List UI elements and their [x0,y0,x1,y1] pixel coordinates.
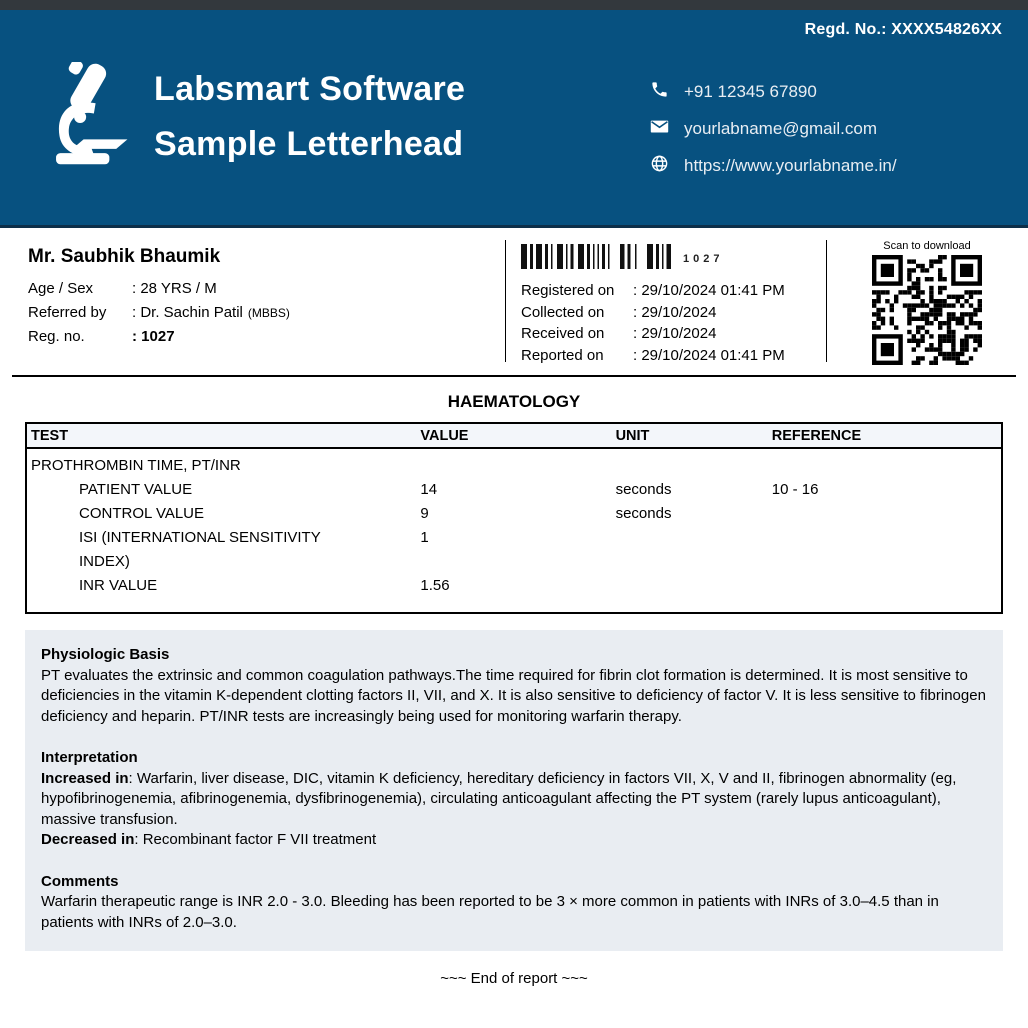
column-header-test: TEST [26,423,416,448]
report-section-title: HAEMATOLOGY [447,392,581,411]
interpretation-decreased: Decreased in: Recombinant factor F VII treatment [41,831,377,848]
reg-row-collected [521,302,785,324]
top-strip [0,0,1028,10]
table-row [26,448,1002,478]
info-label: Collected on [521,303,605,321]
info-label: Reported on [521,346,604,364]
registration-number: Regd. No.: XXXX54826XX [804,21,1002,38]
barcode [521,244,671,274]
interpretation-heading: Interpretation [41,749,138,766]
contact-email-row [650,117,897,141]
patient-row-referred-by [28,301,290,325]
contact-phone-row [650,80,897,104]
info-value: : 29/10/2024 01:41 PM [633,346,785,364]
qr-section [838,240,1016,370]
test-unit: seconds [615,481,672,498]
test-name: CONTROL VALUE [79,505,205,522]
reg-row-reported [521,345,785,367]
brand [44,62,465,172]
test-value [416,448,611,478]
test-value: 9 [420,505,429,522]
test-value: 14 [420,481,438,498]
notes-panel [25,630,1003,951]
info-value: : 1027 [132,328,175,345]
test-unit [612,574,768,613]
reg-row-received [521,323,785,345]
test-value: 1.56 [420,577,450,594]
info-value: : 29/10/2024 [633,303,717,321]
info-label: Registered on [521,282,615,299]
test-unit [612,526,768,574]
barcode-number: 1027 [683,253,724,265]
contact-phone: +91 12345 67890 [684,82,817,101]
increased-in-label: Increased in [41,769,129,787]
info-label: Age / Sex [28,280,94,297]
physiologic-basis-text: PT evaluates the extrinsic and common coagulation pathways.The time required for fibrin clot formation is determined. It is most sensitive to deficiencies in the vitamin K-dependent clotting factors II, VII, and X. It is also sensitive to deficiency of factor V. It is less sensitive to fibrinogen deficiency and heparin. PT/INR tests are increasingly being used for monitoring warfarin therapy. [41,666,986,725]
test-reference [768,574,1002,613]
contact-website: https://www.yourlabname.in/ [684,156,897,175]
doctor-qualification: (MBBS) [247,306,290,320]
info-value: : 29/10/2024 [633,325,717,342]
info-label: Received on [521,325,605,342]
end-of-report: ~~~ End of report ~~~ [440,970,588,987]
info-label: Reg. no. [28,328,85,345]
test-unit: seconds [615,505,672,522]
phone-icon [650,80,669,104]
table-row [26,574,1002,613]
test-reference: 10 - 16 [771,481,819,498]
patient-panel [0,238,1028,375]
results-table [25,422,1003,614]
contact-website-row [650,154,897,178]
microscope-icon [44,62,130,172]
test-name: PATIENT VALUE [79,481,193,498]
vertical-divider [826,240,827,362]
brand-title-line1: Labsmart Software [154,70,466,108]
column-header-value: VALUE [416,423,611,448]
brand-title [154,62,465,172]
patient-info [28,246,290,349]
info-value: : 28 YRS / M [132,280,217,297]
column-header-unit: UNIT [612,423,768,448]
test-name: ISI (INTERNATIONAL SENSITIVITY INDEX) [79,529,321,570]
table-row [26,526,1002,574]
comments-text: Warfarin therapeutic range is INR 2.0 - 3.0. Bleeding has been reported to be 3 × more common in patients with INRs of 3.0–4.5 than in patients with INRs of 2.0–3.0. [41,893,939,931]
decreased-in-label: Decreased in [41,831,135,848]
contact-email: yourlabname@gmail.com [684,119,878,138]
brand-title-line2: Sample Letterhead [154,125,464,163]
test-value: 1 [420,529,429,546]
table-header-row [26,423,1002,448]
test-reference [768,448,1002,478]
section-divider [12,375,1016,377]
letterhead [0,10,1028,228]
patient-name: Mr. Saubhik Bhaumik [28,246,221,267]
test-unit [612,448,768,478]
qr-caption: Scan to download [883,240,971,252]
test-name: INR VALUE [79,577,158,594]
info-value: : 29/10/2024 01:41 PM [633,282,785,299]
globe-icon [650,154,669,178]
test-reference [768,502,1002,526]
registration-info [521,244,785,366]
table-row [26,502,1002,526]
info-label: Referred by [28,304,107,321]
qr-code [838,255,1016,370]
vertical-divider [505,240,506,362]
reg-row-registered [521,280,785,302]
barcode-row [521,244,785,274]
envelope-icon [650,117,669,141]
patient-row-age-sex [28,277,290,301]
table-row [26,478,1002,502]
test-reference [768,526,1002,574]
contact-list [650,80,897,178]
patient-row-reg-no [28,325,290,349]
comments-heading: Comments [41,872,119,890]
column-header-reference: REFERENCE [768,423,1002,448]
physiologic-basis-heading: Physiologic Basis [41,646,170,663]
info-value: : Dr. Sachin Patil [132,304,243,321]
test-name: PROTHROMBIN TIME, PT/INR [31,457,241,474]
interpretation-increased: Increased in: Warfarin, liver disease, DIC, vitamin K deficiency, hereditary deficiency in factors VII, X, V and II, fibrinogen abnormality (eg, hypofibrinogenemia, afibrinogenemia, dysfibrinogenemia), circulating anticoagulant affecting the PT system (rarely lupus anticoagulant), massive transfusion. [41,769,957,828]
